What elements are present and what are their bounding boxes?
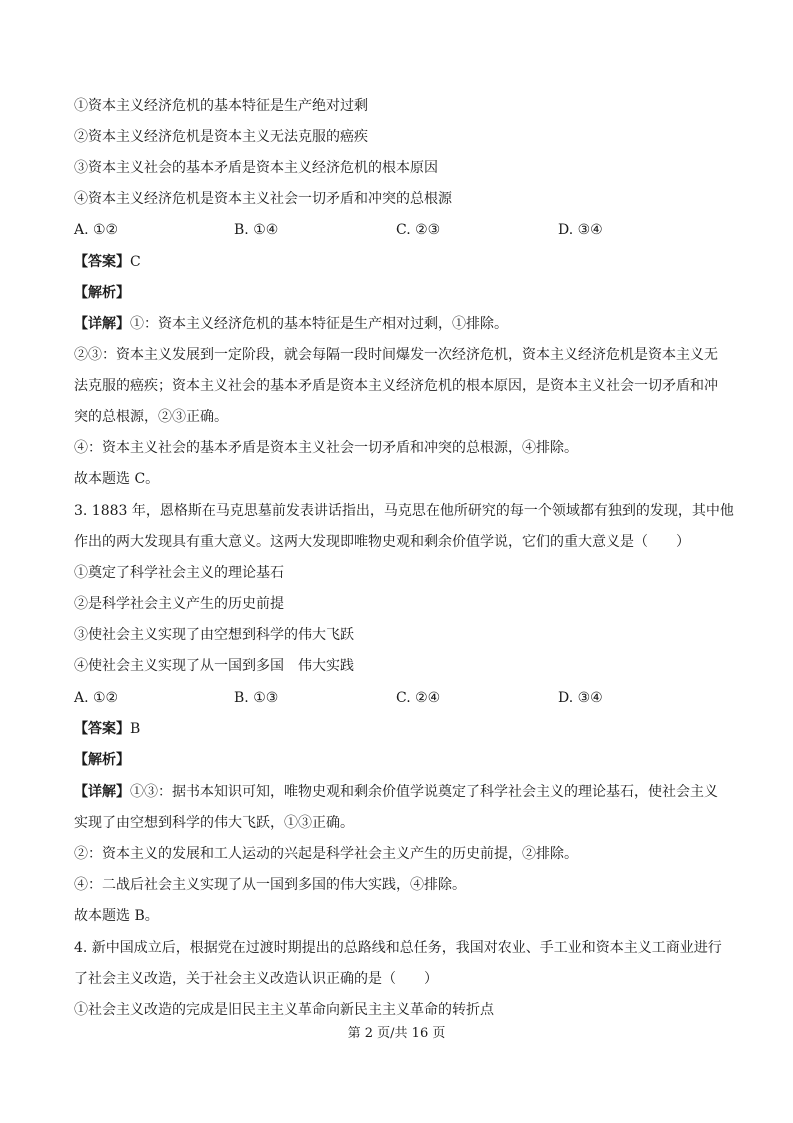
answer-value: C [130,254,141,270]
q3-detail-line-4: ④：二战后社会主义实现了从一国到多国的伟大实践，④排除。 [74,877,466,893]
q4-stem-line-2: 了社会主义改造，关于社会主义改造认识正确的是（ ） [74,971,438,987]
q3-statement-3: ③使社会主义实现了由空想到科学的伟大飞跃 [74,627,354,643]
q3-statement-2: ②是科学社会主义产生的历史前提 [74,596,284,612]
q3-analysis-heading [74,751,734,769]
q3-option-b: B. ①③ [234,690,279,706]
q2-detail-line-1 [74,315,734,333]
q2-option-d: D. ③④ [558,222,603,238]
q2-option-b: B. ①④ [234,222,279,238]
q2-detail-line-4: 突的总根源，②③正确。 [74,409,228,425]
q3-stem-line-1: 3. 1883 年，恩格斯在马克思墓前发表讲话指出，马克思在他所研究的每一个领域都有独到的发现，其中他 [74,503,734,519]
q2-statement-2: ②资本主义经济危机是资本主义无法克服的癌疾 [74,129,368,145]
detail-tag: 【详解】 [74,316,130,332]
q2-conclusion: 故本题选 C。 [74,471,160,487]
q3-answer [74,720,734,738]
q2-option-c: C. ②③ [396,222,441,238]
answer-value: B [130,721,141,737]
analysis-tag: 【解析】 [74,752,130,768]
detail-text: ①③：据书本知识可知，唯物史观和剩余价值学说奠定了科学社会主义的理论基石，使社会主义 [130,784,718,800]
analysis-tag: 【解析】 [74,285,130,301]
answer-tag: 【答案】 [74,254,130,270]
q3-option-a: A. ①② [74,690,119,706]
q2-statement-3: ③资本主义社会的基本矛盾是资本主义经济危机的根本原因 [74,160,438,176]
q2-detail-line-3: 法克服的癌疾；资本主义社会的基本矛盾是资本主义经济危机的根本原因，是资本主义社会一切矛盾和冲 [74,378,718,394]
q2-answer [74,253,734,271]
q2-analysis-heading [74,284,734,302]
q2-detail-line-5: ④：资本主义社会的基本矛盾是资本主义社会一切矛盾和冲突的总根源，④排除。 [74,440,578,456]
q3-options [74,689,734,707]
q4-stem-line-1: 4. 新中国成立后，根据党在过渡时期提出的总路线和总任务，我国对农业、手工业和资本主义工商业进行 [74,940,722,956]
q4-statement-1: ①社会主义改造的完成是旧民主主义革命向新民主主义革命的转折点 [74,1002,494,1018]
q3-conclusion: 故本题选 B。 [74,908,159,924]
q3-statement-4: ④使社会主义实现了从一国到多国 伟大实践 [74,658,354,674]
detail-tag: 【详解】 [74,784,130,800]
q2-statement-1: ①资本主义经济危机的基本特征是生产绝对过剩 [74,98,368,114]
detail-text: ①：资本主义经济危机的基本特征是生产相对过剩，①排除。 [130,316,508,332]
q2-statement-4: ④资本主义经济危机是资本主义社会一切矛盾和冲突的总根源 [74,191,452,207]
q2-option-a: A. ①② [74,222,119,238]
q2-detail-line-2: ②③：资本主义发展到一定阶段，就会每隔一段时间爆发一次经济危机，资本主义经济危机是资本主义无 [74,347,718,363]
q3-option-c: C. ②④ [396,690,441,706]
answer-tag: 【答案】 [74,721,130,737]
q3-stem-line-2: 作出的两大发现具有重大意义。这两大发现即唯物史观和剩余价值学说，它们的重大意义是（ ） [74,534,690,550]
q3-statement-1: ①奠定了科学社会主义的理论基石 [74,565,284,581]
q3-option-d: D. ③④ [558,690,603,706]
q3-detail-line-2: 实现了由空想到科学的伟大飞跃，①③正确。 [74,815,354,831]
q3-detail-line-1 [74,783,734,801]
q3-detail-line-3: ②：资本主义的发展和工人运动的兴起是科学社会主义产生的历史前提，②排除。 [74,846,578,862]
q2-options [74,221,734,239]
page-number-footer: 第 2 页/共 16 页 [347,1026,446,1041]
